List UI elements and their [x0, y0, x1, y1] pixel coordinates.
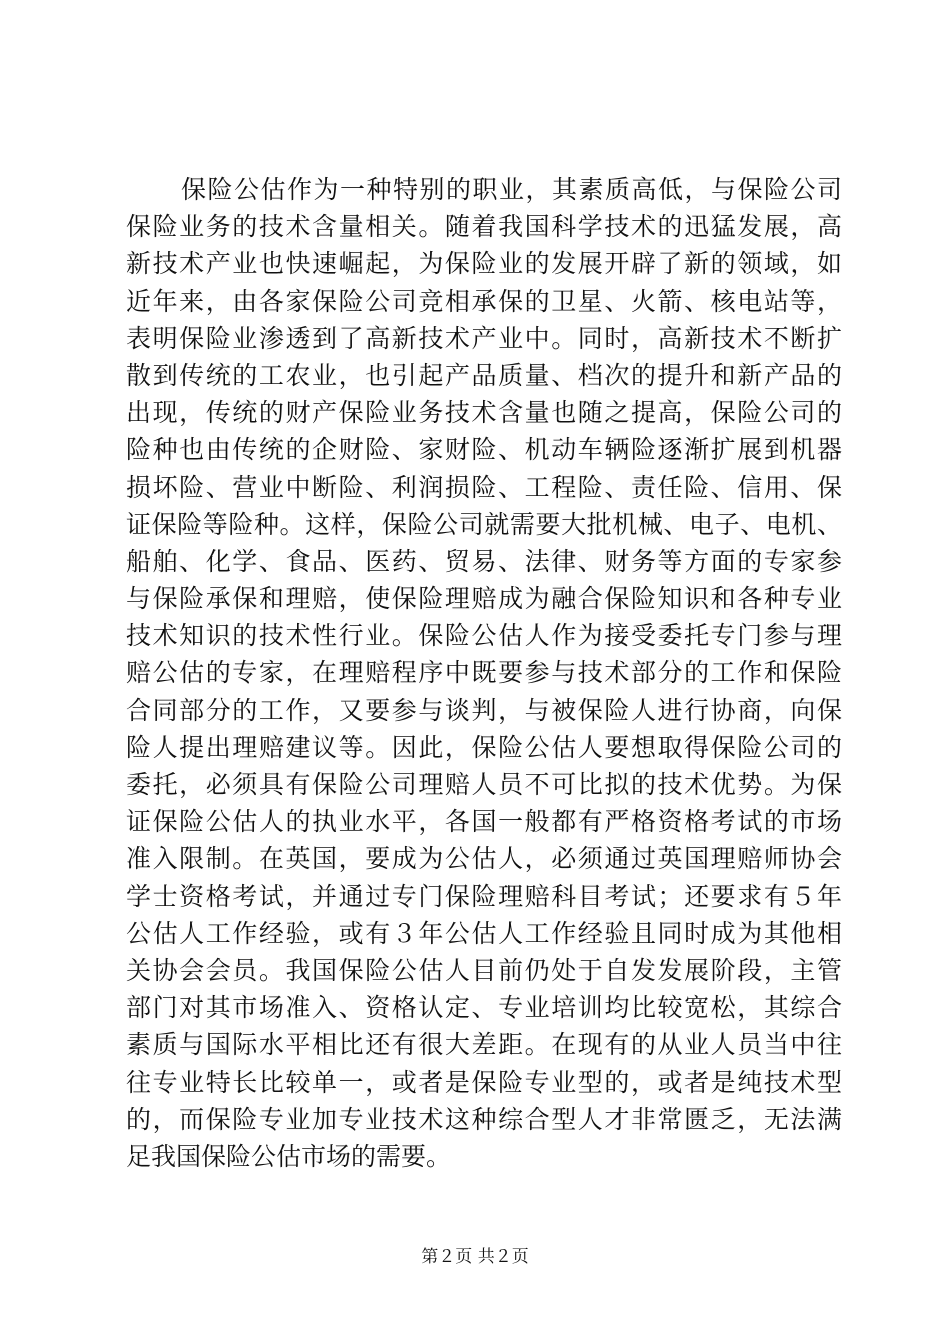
paragraph-line: 部门对其市场准入、资格认定、专业培训均比较宽松，其综合: [126, 993, 842, 1023]
paragraph-line: 赔公估的专家，在理赔程序中既要参与技术部分的工作和保险: [126, 658, 842, 688]
paragraph-line: 险种也由传统的企财险、家财险、机动车辆险逐渐扩展到机器: [126, 435, 842, 465]
paragraph-line: 关协会会员。我国保险公估人目前仍处于自发发展阶段，主管: [126, 955, 842, 985]
paragraph-line: 新技术产业也快速崛起，为保险业的发展开辟了新的领域，如: [126, 249, 842, 279]
paragraph-line: 准入限制。在英国，要成为公估人，必须通过英国理赔师协会: [126, 844, 842, 874]
page-number-footer: 第２页 共２页: [421, 1247, 529, 1267]
paragraph-line: 散到传统的工农业，也引起产品质量、档次的提升和新产品的: [126, 360, 842, 390]
paragraph-line: 证保险等险种。这样，保险公司就需要大批机械、电子、电机、: [126, 509, 842, 539]
paragraph-line: 公估人工作经验，或有３年公估人工作经验且同时成为其他相: [126, 918, 842, 948]
paragraph-line: 技术知识的技术性行业。保险公估人作为接受委托专门参与理: [126, 621, 842, 651]
body-paragraph: [126, 171, 842, 1175]
paragraph-line: 近年来，由各家保险公司竞相承保的卫星、火箭、核电站等，: [126, 286, 842, 316]
paragraph-line: 的，而保险专业加专业技术这种综合型人才非常匮乏，无法满: [126, 1104, 842, 1134]
paragraph-line: 保险公估作为一种特别的职业，其素质高低，与保险公司: [181, 175, 842, 204]
paragraph-line: 足我国保险公估市场的需要。: [126, 1141, 452, 1171]
paragraph-line: 证保险公估人的执业水平，各国一般都有严格资格考试的市场: [126, 807, 842, 837]
paragraph-line: 船舶、化学、食品、医药、贸易、法律、财务等方面的专家参: [126, 546, 842, 576]
paragraph-line: 损坏险、营业中断险、利润损险、工程险、责任险、信用、保: [126, 472, 842, 502]
paragraph-line: 学士资格考试，并通过专门保险理赔科目考试；还要求有５年: [126, 881, 842, 911]
paragraph-line: 合同部分的工作，又要参与谈判，与被保险人进行协商，向保: [126, 695, 842, 725]
paragraph-line: 往专业特长比较单一，或者是保险专业型的，或者是纯技术型: [126, 1067, 842, 1097]
paragraph-line: 险人提出理赔建议等。因此，保险公估人要想取得保险公司的: [126, 732, 842, 762]
paragraph-line: 委托，必须具有保险公司理赔人员不可比拟的技术优势。为保: [126, 770, 842, 799]
paragraph-line: 素质与国际水平相比还有很大差距。在现有的从业人员当中往: [126, 1030, 842, 1060]
paragraph-line: 表明保险业渗透到了高新技术产业中。同时，高新技术不断扩: [126, 323, 842, 353]
paragraph-line: 保险业务的技术含量相关。随着我国科学技术的迅猛发展，高: [126, 212, 842, 242]
paragraph-line: 与保险承保和理赔，使保险理赔成为融合保险知识和各种专业: [126, 584, 842, 614]
paragraph-line: 出现，传统的财产保险业务技术含量也随之提高，保险公司的: [126, 398, 842, 428]
